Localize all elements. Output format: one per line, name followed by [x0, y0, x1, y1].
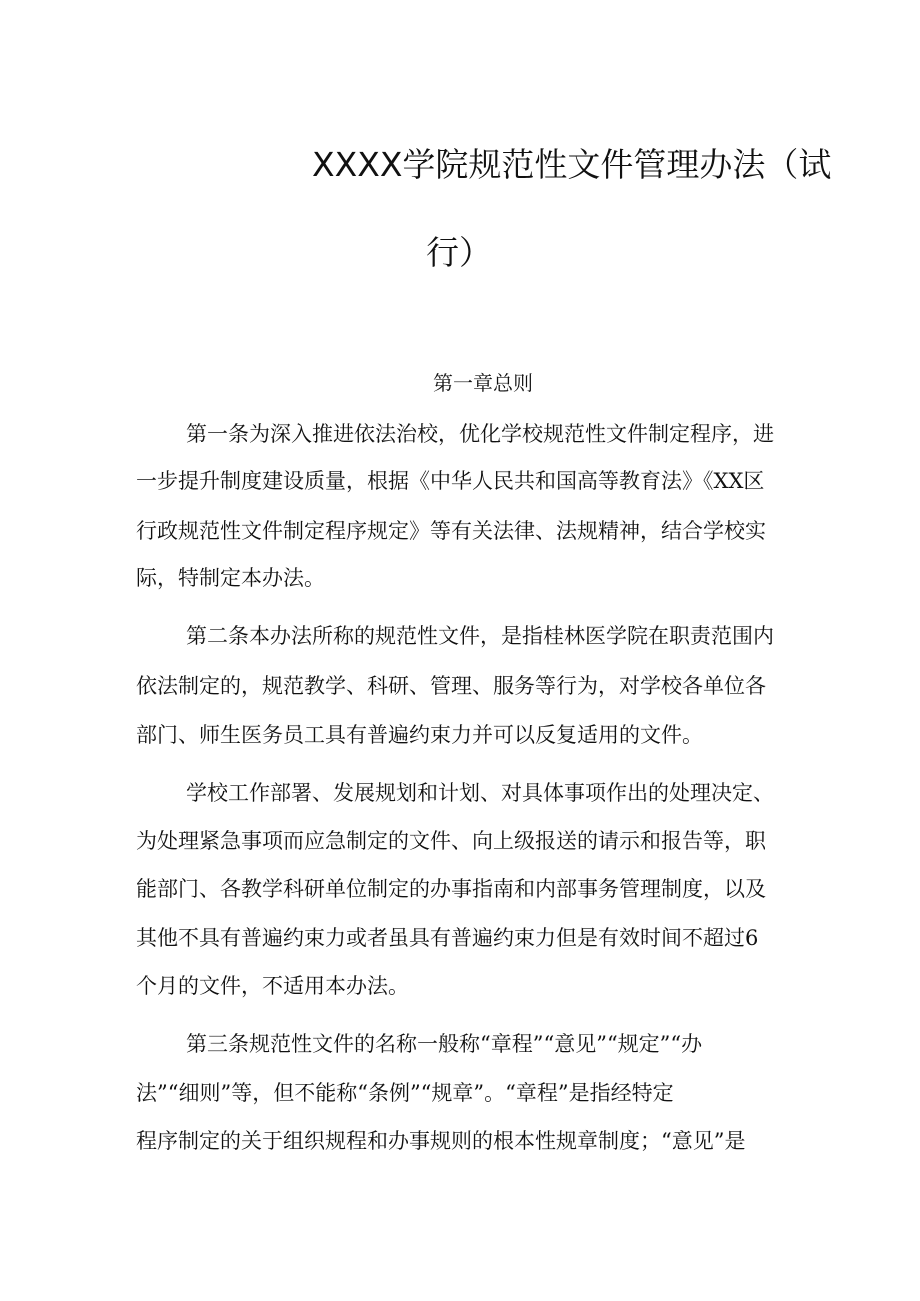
paragraph-line: 际，特制定本办法。: [136, 566, 325, 590]
paragraph-line: 个月的文件，不适用本办法。: [136, 974, 409, 998]
paragraph-line: 第二条本办法所称的规范性文件，是指桂林医学院在职责范围内: [186, 624, 774, 648]
paragraph-line: 能部门、各教学科研单位制定的办事指南和内部事务管理制度，以及: [136, 877, 766, 901]
paragraph-line: 部门、师生医务员工具有普遍约束力并可以反复适用的文件。: [136, 723, 703, 747]
paragraph-line: 一步提升制度建设质量，根据《中华人民共和国高等教育法》《XX区: [136, 469, 765, 493]
document-title-line-1: XXXX学院规范性文件管理办法（试: [312, 145, 832, 184]
paragraph-line: 学校工作部署、发展规划和计划、对具体事项作出的处理决定、: [186, 781, 774, 805]
paragraph-line: 第三条规范性文件的名称一般称“章程”“意见”“规定”“办: [186, 1032, 703, 1056]
paragraph-line: 依法制定的，规范教学、科研、管理、服务等行为，对学校各单位各: [136, 674, 766, 698]
paragraph-line: 行政规范性文件制定程序规定》等有关法律、法规精神，结合学校实: [136, 519, 766, 543]
paragraph-line: 其他不具有普遍约束力或者虽具有普遍约束力但是有效时间不超过6: [136, 926, 759, 950]
paragraph-line: 法”“细则”等，但不能称“条例”“规章”。“章程”是指经特定: [136, 1081, 674, 1105]
paragraph-line: 为处理紧急事项而应急制定的文件、向上级报送的请示和报告等，职: [136, 829, 766, 853]
chapter-heading: 第一章总则: [433, 371, 533, 395]
paragraph-line: 第一条为深入推进依法治校，优化学校规范性文件制定程序，进: [186, 422, 774, 446]
paragraph-line: 程序制定的关于组织规程和办事规则的根本性规章制度；“意见”是: [136, 1129, 746, 1153]
document-title-line-2: 行）: [426, 233, 492, 272]
